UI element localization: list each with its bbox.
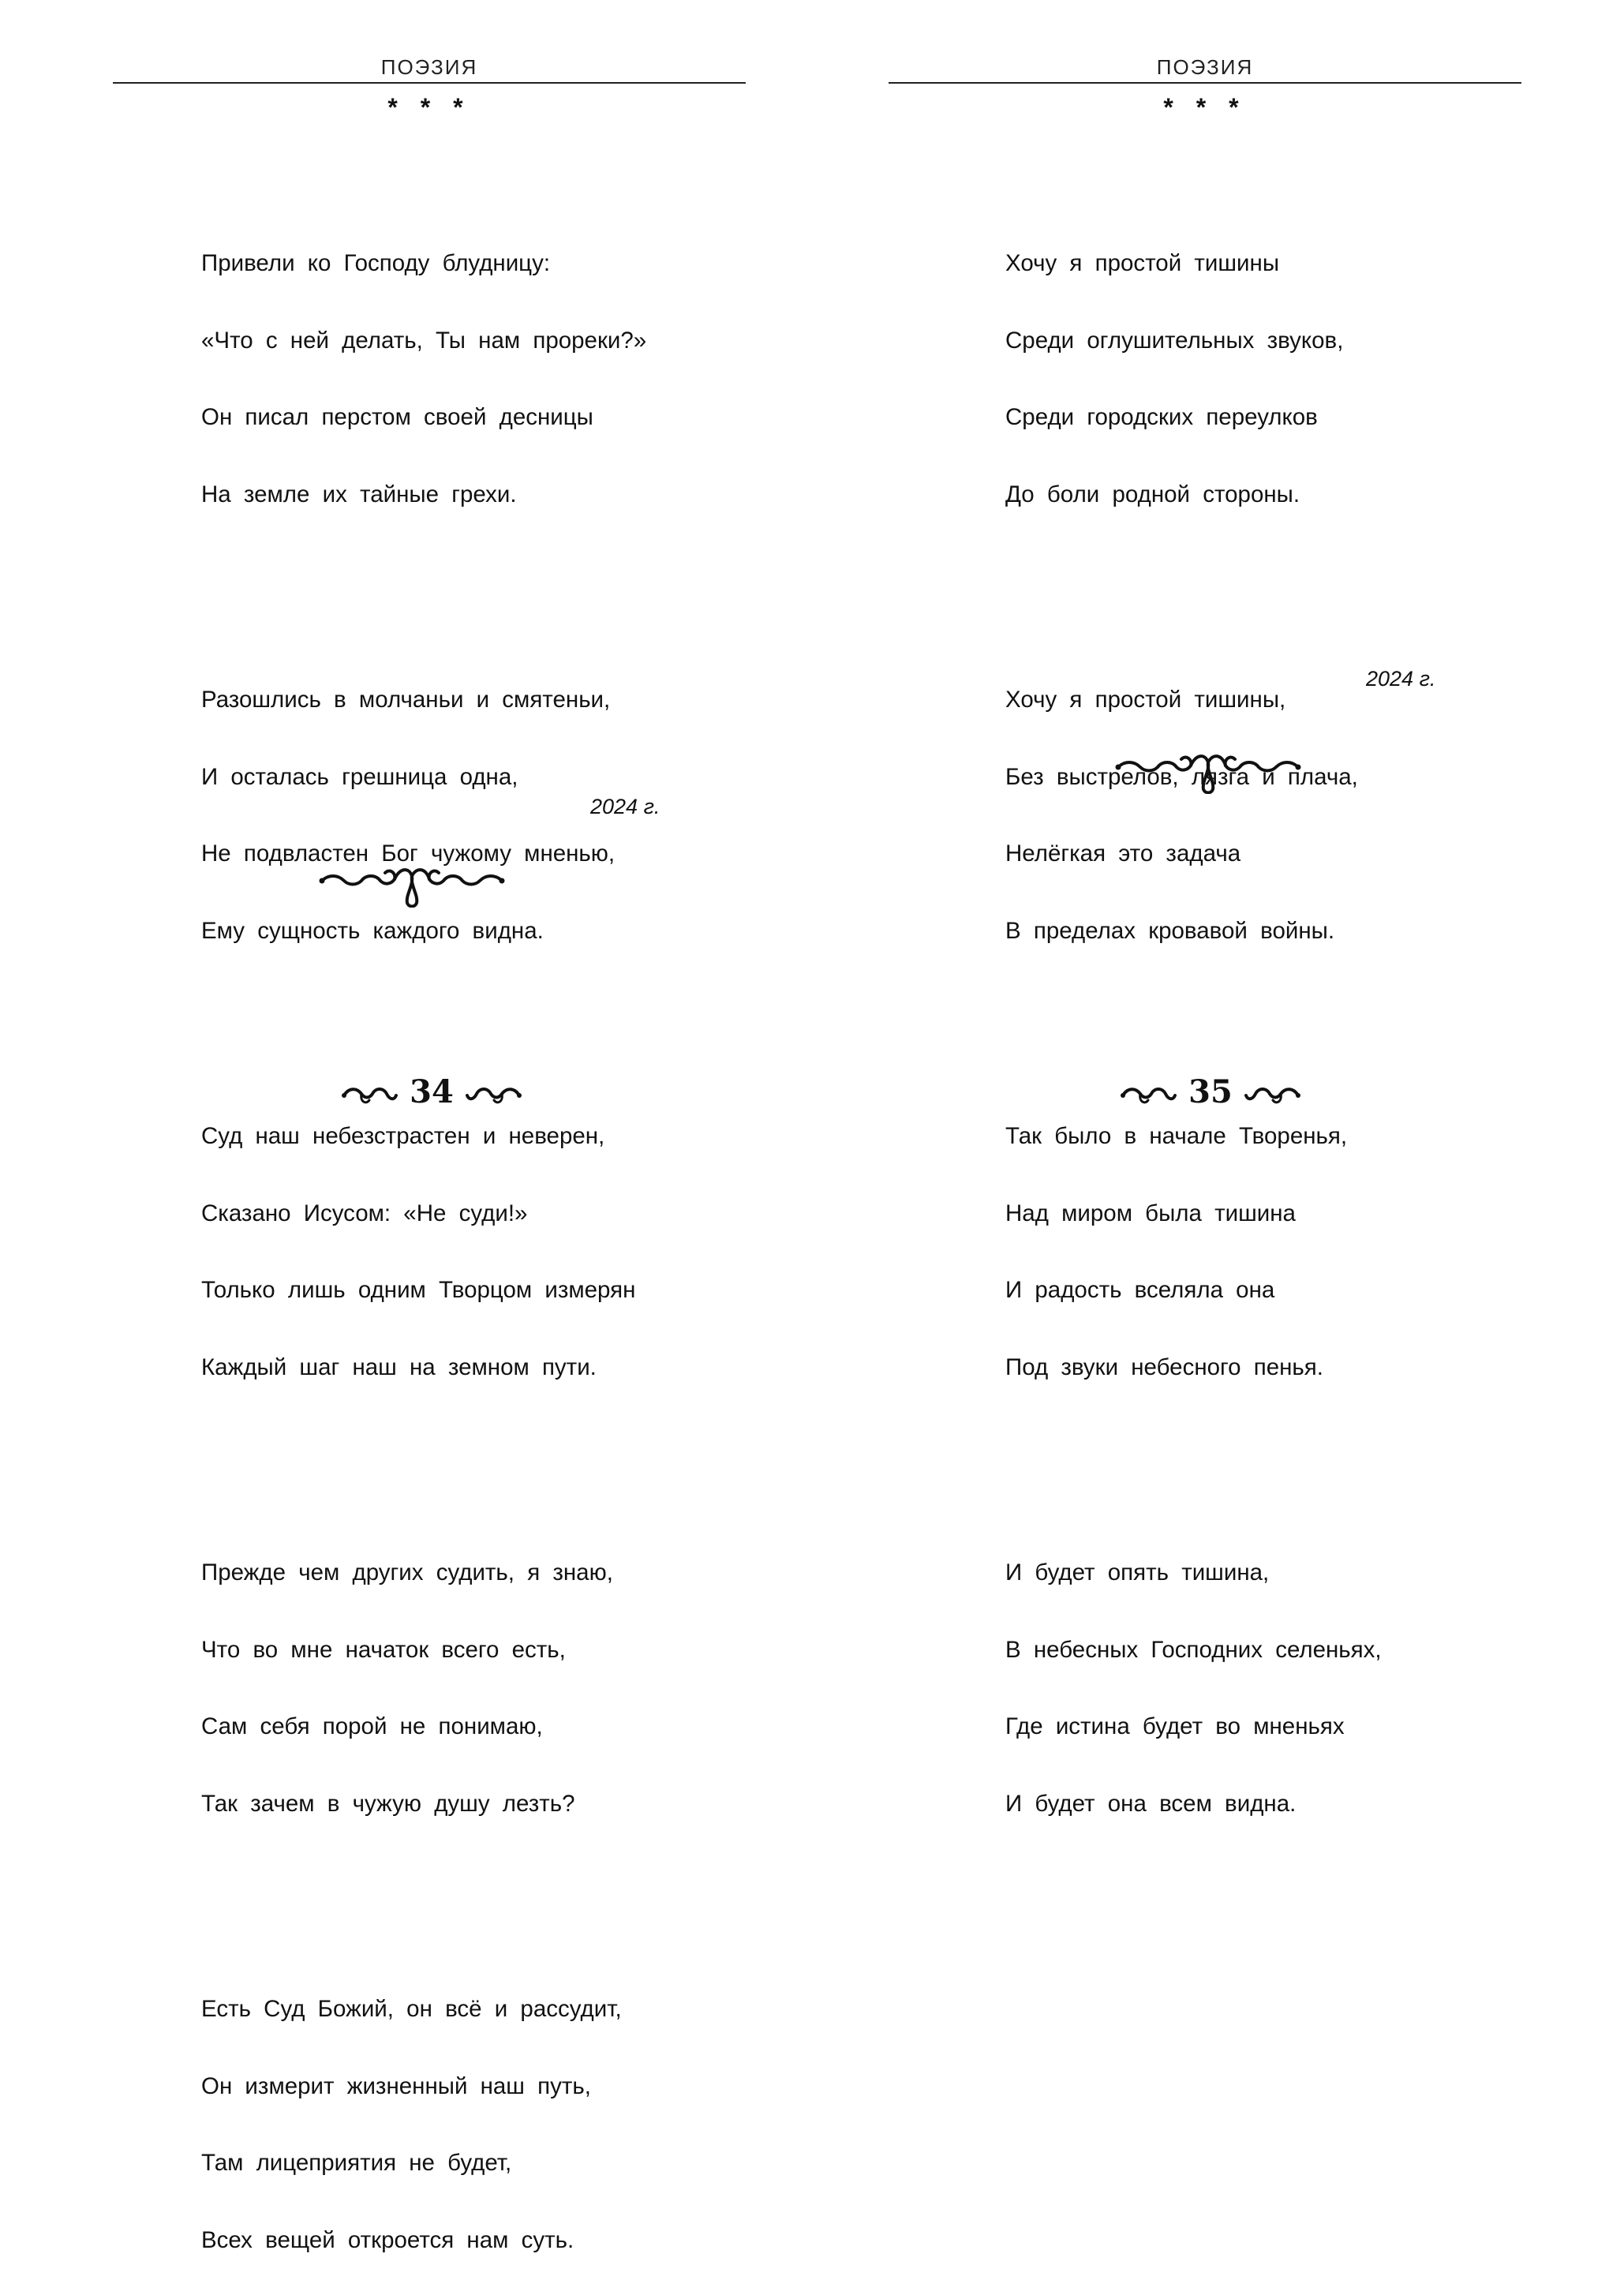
poem-line: Сам себя порой не понимаю,: [201, 1713, 543, 1739]
scroll-ornament-icon: [1120, 1078, 1177, 1110]
stanza: [201, 200, 646, 559]
poem-line: На земле их тайные грехи.: [201, 481, 517, 507]
poem-line: До боли родной стороны.: [1005, 481, 1300, 507]
poem-date: 2024 г.: [590, 795, 660, 818]
page-number-folio: [1120, 1070, 1301, 1114]
poem-line: Где истина будет во мненьях: [1005, 1713, 1345, 1739]
scroll-ornament-icon: [466, 1078, 522, 1110]
poem-line: Привели ко Господу блудницу:: [201, 250, 551, 276]
poem-line: Только лишь одним Творцом измерян: [201, 1277, 636, 1303]
poem-line: «Что с ней делать, Ты нам прореки?»: [201, 327, 647, 354]
poem-line: Не подвластен Бог чужому мненью,: [201, 841, 616, 867]
poem-line: Там лицеприятия не будет,: [201, 2150, 512, 2176]
poem-line: И будет опять тишина,: [1005, 1559, 1270, 1586]
stanza: [1005, 200, 1382, 559]
scroll-ornament-icon: [341, 1078, 398, 1110]
stanza: [201, 1945, 646, 2295]
poem-line: Хочу я простой тишины,: [1005, 687, 1286, 713]
poem-line: И осталась грешница одна,: [201, 763, 518, 790]
poem-line: Под звуки небесного пенья.: [1005, 1353, 1323, 1380]
poem-line: И будет она всем видна.: [1005, 1790, 1297, 1817]
stanza: [201, 1073, 646, 1432]
poem-line: Прежде чем других судить, я знаю,: [201, 1559, 613, 1586]
stanza: [201, 636, 646, 995]
scroll-flourish-icon: [1113, 743, 1303, 794]
poem-line: Разошлись в молчаньи и смятеньи,: [201, 687, 611, 713]
poem-line: Нелёгкая это задача: [1005, 841, 1241, 867]
poem-line: Он писал перстом своей десницы: [201, 404, 593, 430]
poem-line: И радость вселяла она: [1005, 1277, 1275, 1303]
poem-line: Без выстрелов, лязга и плача,: [1005, 763, 1358, 790]
poem-line: В пределах кровавой войны.: [1005, 917, 1335, 944]
section-separator: * * *: [1163, 93, 1247, 122]
poem-line: Над миром была тишина: [1005, 1200, 1296, 1226]
poem-line: Так было в начале Творенья,: [1005, 1123, 1348, 1149]
section-separator: * * *: [387, 93, 471, 122]
page-number-folio: [341, 1070, 522, 1114]
stanza: [1005, 1073, 1382, 1432]
poem-line: Ему сущность каждого видна.: [201, 917, 544, 944]
poem-date: 2024 г.: [1366, 667, 1436, 691]
poem-line: Хочу я простой тишины: [1005, 250, 1280, 276]
stanza: [201, 1509, 646, 1868]
stanza: [1005, 636, 1382, 995]
running-head: ПОЭЗИЯ: [889, 54, 1521, 84]
poem-line: Сказано Исусом: «Не суди!»: [201, 1200, 528, 1226]
poem: [201, 148, 646, 2295]
scroll-flourish-icon: [317, 857, 507, 908]
poem-line: Каждый шаг наш на земном пути.: [201, 1353, 597, 1380]
scroll-ornament-icon: [1244, 1078, 1301, 1110]
page-number: 35: [1188, 1073, 1233, 1110]
left-page: [0, 0, 812, 2253]
poem-line: Что во мне начаток всего есть,: [201, 1636, 566, 1663]
right-page: [812, 0, 1624, 1817]
running-head: ПОЭЗИЯ: [113, 54, 746, 84]
page-number: 34: [410, 1073, 454, 1110]
poem-line: В небесных Господних селеньях,: [1005, 1636, 1382, 1663]
poem-line: Есть Суд Божий, он всё и рассудит,: [201, 1996, 622, 2022]
poem-line: Так зачем в чужую душу лезть?: [201, 1790, 575, 1817]
poem-line: Всех вещей откроется нам суть.: [201, 2226, 574, 2253]
poem-line: Среди городских переулков: [1005, 404, 1318, 430]
stanza: [1005, 1509, 1382, 1868]
poem-line: Среди оглушительных звуков,: [1005, 327, 1344, 354]
poem-line: Суд наш небезстрастен и неверен,: [201, 1123, 605, 1149]
poem: [1005, 148, 1382, 1945]
poem-line: Он измерит жизненный наш путь,: [201, 2072, 591, 2099]
